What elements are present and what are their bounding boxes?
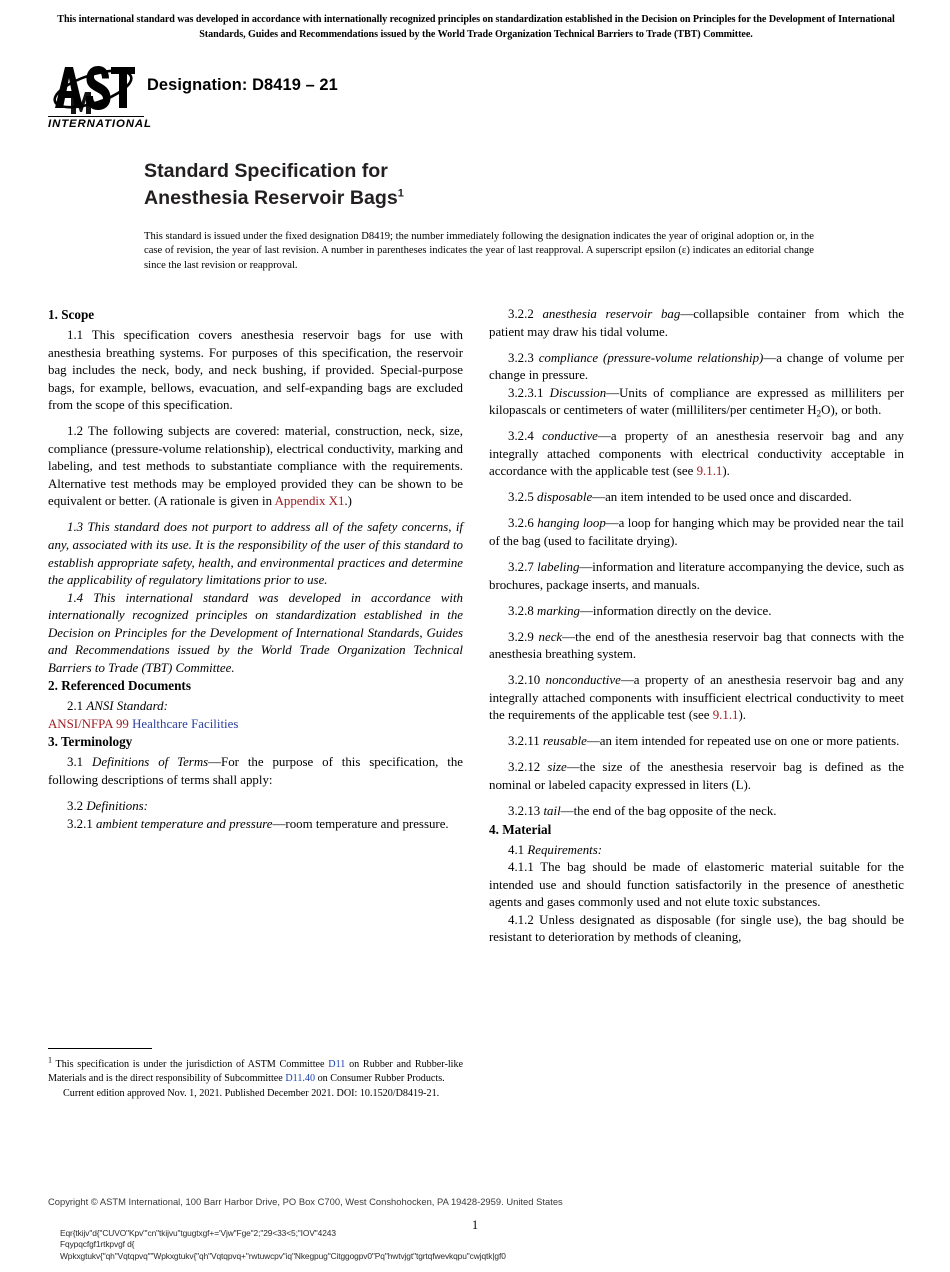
term-definition: —For the purpose of this specification, the following descriptions of terms shall apply: xyxy=(48,755,463,788)
paragraph-3-2-2 xyxy=(489,306,904,341)
term-label: labeling xyxy=(537,560,580,575)
term-definition: —collapsible container from which the patient may draw his tidal volume. xyxy=(489,307,904,339)
paragraph-number: 3.2.9 xyxy=(508,629,534,644)
title-line-2: Anesthesia Reservoir Bags xyxy=(144,187,398,209)
section-heading-material: 4. Material xyxy=(489,821,552,837)
link-section-9-1-1[interactable]: 9.1.1 xyxy=(712,708,739,723)
paragraph-number: 4.1 xyxy=(508,842,525,857)
term-label: hanging loop xyxy=(537,516,606,531)
term-label: size xyxy=(547,760,567,775)
paragraph-1-1 xyxy=(48,327,463,415)
paragraph-number: 3.2.3 xyxy=(508,350,534,365)
paragraph-number: 3.2.3.1 xyxy=(508,385,544,400)
footnote-divider xyxy=(48,1048,152,1049)
page-title xyxy=(144,158,824,212)
paragraph-text: This standard does not purport to address all of the safety concerns, if any, associated with its use. It is the responsibility of the user of this standard to establish appropriate safety, health, and environmental practices and determine the applicability of regulatory limitations prior to use. xyxy=(48,520,463,588)
term-label: disposable xyxy=(537,490,593,505)
term-label: reusable xyxy=(542,734,587,749)
paragraph-3-2 xyxy=(48,798,463,816)
paragraph-3-2-9 xyxy=(489,629,904,664)
paragraph-4-1-2 xyxy=(489,912,904,947)
term-label: neck xyxy=(538,629,563,644)
term-definition: —information directly on the device. xyxy=(579,603,772,618)
paragraph-number: 3.2.7 xyxy=(508,560,534,575)
paragraph-3-2-8 xyxy=(489,603,904,621)
encoded-watermark-text xyxy=(60,1228,680,1262)
footnote-text-c: on Consumer Rubber Products. xyxy=(315,1072,445,1084)
paragraph-number: 2.1 xyxy=(67,699,84,714)
term-definition: —an item intended to be used once and discarded. xyxy=(592,490,852,505)
paragraph-3-2-1 xyxy=(48,816,463,834)
term-definition-tail: ). xyxy=(738,708,747,723)
term-label: compliance (pressure-volume relationship) xyxy=(538,350,764,365)
astm-logo xyxy=(48,62,152,132)
term-definition-tail: O), or both. xyxy=(821,403,882,418)
term-label: conductive xyxy=(542,429,598,444)
term-label: Discussion xyxy=(549,385,607,400)
paragraph-number: 4.1.2 xyxy=(508,912,534,927)
paragraph-number: 3.2.5 xyxy=(508,490,534,505)
term-definition: —the size of the anesthesia reservoir bag is defined as the nominal or labeled capacity expressed in liters (L). xyxy=(489,760,904,793)
term-definition: —a property of an anesthesia reservoir bag and any integrally attached components with insufficient electrical conductivity to meet the requirements of the applicable test (see xyxy=(489,673,904,723)
requirements-label: Requirements: xyxy=(527,842,603,857)
paragraph-3-2-10 xyxy=(489,672,904,725)
paragraph-3-2-12 xyxy=(489,759,904,794)
paragraph-3-2-13 xyxy=(489,803,904,821)
section-heading-terminology: 3. Terminology xyxy=(48,734,133,750)
paragraph-3-2-3 xyxy=(489,350,904,385)
reference-ansi-nfpa-99 xyxy=(48,716,463,734)
term-definition: —information and literature accompanying the device, such as brochures, package inserts, and manuals. xyxy=(489,560,904,592)
link-appendix-x1[interactable]: Appendix X1 xyxy=(274,494,345,509)
footnote-marker: 1 xyxy=(48,1055,52,1065)
link-healthcare-facilities[interactable]: Healthcare Facilities xyxy=(132,716,239,731)
footnote-jurisdiction xyxy=(48,1055,464,1085)
paragraph-3-2-11 xyxy=(489,733,904,751)
paragraph-number: 1.4 xyxy=(67,590,84,605)
paragraph-text: This international standard was developed in accordance with internationally recognized principles on standardization established in the Decision on Principles for the Development of International Standards, Guides and Recommendations issued by the World Trade Organization Technical Barriers to Trade (TBT) Committee. xyxy=(48,590,463,675)
paragraph-1-3 xyxy=(48,519,463,589)
paragraph-number: 3.1 xyxy=(67,755,84,770)
term-definition: —room temperature and pressure. xyxy=(272,816,449,831)
section-heading-referenced-documents: 2. Referenced Documents xyxy=(48,678,191,694)
paragraph-2-1 xyxy=(48,698,463,716)
tbt-banner: This international standard was developed in accordance with internationally recognized principles on standardization established in the Decision on Principles for the Development of International Standards, Guides and Recommendations issued by the World Trade Organization Technical Barriers to Trade (TBT) Committee. xyxy=(57,14,895,40)
left-column xyxy=(48,306,463,833)
title-line-1: Standard Specification for xyxy=(144,160,388,182)
paragraph-number: 3.2.8 xyxy=(508,603,534,618)
issue-note: This standard is issued under the fixed designation D8419; the number immediately following the designation indicates the year of original adoption or, in the case of revision, the year of last revision. A number in parentheses indicates the year of last reapproval. A superscript epsilon (ε) indicates an editorial change since the last revision or reapproval. xyxy=(144,231,814,271)
astm-logo-subtitle: INTERNATIONAL xyxy=(48,118,152,130)
term-definition-tail: ). xyxy=(722,464,730,479)
encoded-line-1: Eqr{tkijv"d{"CUVO"Kpv"'cn"tkijvu"tgugtxgf+='Vjw"Fge"2;"29<33<5;"IOV"4243 xyxy=(60,1228,336,1238)
encoded-line-2: Fqypqcfgf1rtkpvgf d{ xyxy=(60,1239,135,1250)
astm-logo-mark xyxy=(51,62,135,116)
subscript-2: 2 xyxy=(816,409,822,420)
right-column xyxy=(489,306,904,947)
term-definition: —a property of an anesthesia reservoir bag and any integrally attached components with electrical conductivity acceptable in accordance with the applicable test (see xyxy=(489,429,904,479)
paragraph-number: 4.1.1 xyxy=(508,860,534,875)
term-definition: —a loop for hanging which may be provided near the tail of the bag (used to facilitate drying). xyxy=(489,516,904,549)
paragraph-1-4 xyxy=(48,590,463,678)
term-label: anesthesia reservoir bag xyxy=(542,307,681,321)
ansi-standard-label: ANSI Standard: xyxy=(86,699,168,714)
paragraph-number: 3.2.4 xyxy=(508,429,534,444)
term-label: marking xyxy=(537,603,580,618)
footnote-text-b: on Rubber and Rubber-like Materials and is the direct responsibility of Subcommittee xyxy=(48,1059,464,1084)
copyright-notice: Copyright © ASTM International, 100 Barr Harbor Drive, PO Box C700, West Conshohocken, PA 19428-2959. United States xyxy=(48,1196,563,1207)
section-heading-scope: 1. Scope xyxy=(48,307,95,322)
title-footnote-marker: 1 xyxy=(397,187,404,200)
paragraph-3-2-6 xyxy=(489,515,904,550)
term-definition: —Units of compliance are expressed as milliliters per kilopascals or centimeters of water (milliliters/per centimeter H xyxy=(489,385,904,418)
paragraph-number: 3.2.2 xyxy=(508,307,534,321)
paragraph-text: The following subjects are covered: material, construction, neck, size, compliance (pressure-volume relationship), electrical conductivity, marking and labeling, and test methods to substantiate compliance with the requirements. Alternative test methods may be employed provided they can be shown to be equivalent or better. (A rationale is given in xyxy=(48,424,463,509)
paragraph-text: Unless designated as disposable (for single use), the bag should be resistant to deterioration by methods of cleaning, xyxy=(489,912,904,945)
link-subcommittee-d11-40[interactable]: D11.40 xyxy=(285,1072,316,1084)
term-label: tail xyxy=(543,804,561,819)
page-number: 1 xyxy=(471,1218,479,1232)
paragraph-4-1 xyxy=(489,842,904,860)
paragraph-number: 3.2.11 xyxy=(508,734,540,749)
footnote-block xyxy=(48,1055,464,1101)
paragraph-text: This specification covers anesthesia reservoir bags for use with anesthesia breathing systems. For purposes of this specification, the reservoir bag includes the neck, body, and neck bushing, if provided. Special-purpose bags, for example, bellows, evacuation, and self-expanding bags are excluded from the scope of this specification. xyxy=(48,328,463,413)
paragraph-3-2-3-1 xyxy=(489,385,904,420)
term-definition: —the end of the bag opposite of the neck. xyxy=(560,804,777,819)
link-committee-d11[interactable]: D11 xyxy=(328,1059,346,1070)
term-definition: —a change of volume per change in pressure. xyxy=(489,350,904,383)
paragraph-number: 3.2.10 xyxy=(508,673,541,688)
link-ansi-nfpa-99[interactable]: ANSI/NFPA 99 xyxy=(48,716,129,731)
paragraph-number: 3.2.12 xyxy=(508,760,541,775)
paragraph-number: 3.2.13 xyxy=(508,804,541,819)
link-section-9-1-1[interactable]: 9.1.1 xyxy=(696,464,723,479)
paragraph-number: 3.2.1 xyxy=(67,816,93,831)
definitions-label: Definitions: xyxy=(86,799,148,814)
designation-label: Designation: D8419 – 21 xyxy=(147,76,338,94)
paragraph-1-2 xyxy=(48,423,463,511)
paragraph-3-1 xyxy=(48,754,463,789)
paragraph-number: 1.1 xyxy=(67,328,84,342)
footnote-edition: Current edition approved Nov. 1, 2021. Published December 2021. DOI: 10.1520/D8419-21. xyxy=(63,1088,440,1099)
term-definition: —an item intended for repeated use on one or more patients. xyxy=(586,734,900,749)
paragraph-text: The bag should be made of elastomeric material suitable for the intended use and should function satisfactorily in the presence of anesthetic agents and gases commonly used and not elute toxic substances. xyxy=(489,860,905,910)
paragraph-3-2-5 xyxy=(489,489,904,507)
paragraph-4-1-1 xyxy=(489,859,904,912)
encoded-line-3: Wpkxgtukv{"qh"Vqtqpvq""Wpkxgtukv{"qh"Vqtqpvq+"rwtuwcpv"iq"Nkegpug"Citggogpv0"Pq"hwtvjgt"tgrtqfwevkqpu"cwjqtk|gf0 xyxy=(60,1250,506,1261)
term-label: Definitions of Terms xyxy=(92,755,209,770)
footnote-text-a: This specification is under the jurisdiction of ASTM Committee xyxy=(52,1059,329,1070)
term-label: nonconductive xyxy=(545,673,621,688)
paragraph-number: 3.2.6 xyxy=(508,516,534,531)
paragraph-text-tail: .) xyxy=(344,494,352,509)
paragraph-number: 3.2 xyxy=(67,799,84,814)
paragraph-number: 1.2 xyxy=(67,424,84,439)
paragraph-3-2-4 xyxy=(489,428,904,481)
paragraph-3-2-7 xyxy=(489,559,904,594)
paragraph-number: 1.3 xyxy=(67,520,84,535)
term-definition: —the end of the anesthesia reservoir bag that connects with the anesthesia breathing system. xyxy=(489,629,904,662)
term-label: ambient temperature and pressure xyxy=(96,816,273,831)
